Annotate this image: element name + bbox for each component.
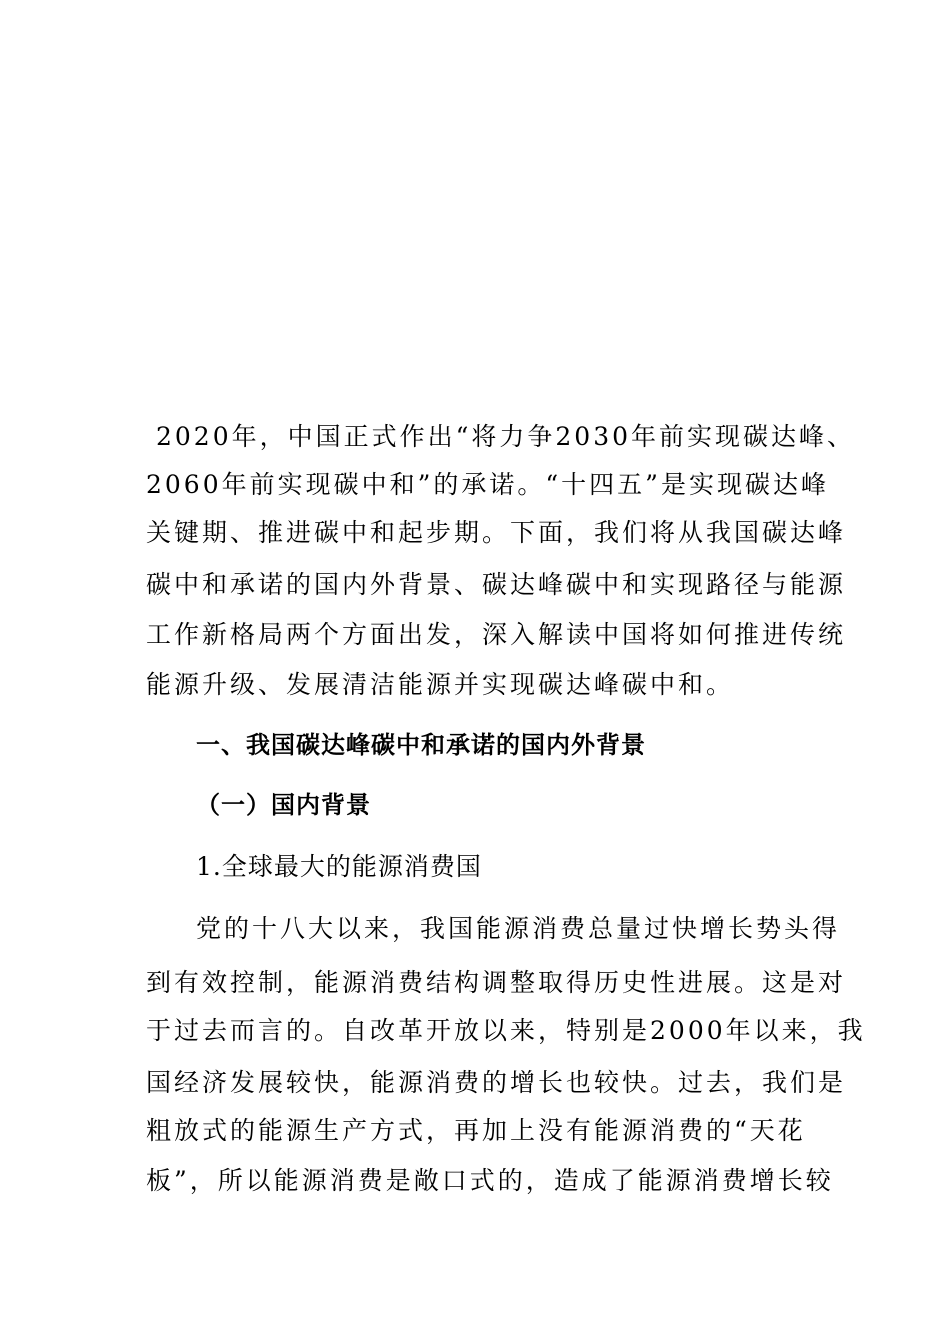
document-title-line-2: [0, 276, 950, 320]
intro-paragraph-line: 能源升级、发展清洁能源并实现碳达峰碳中和。: [146, 670, 735, 699]
body-paragraph-line: 粗放式的能源生产方式，再加上没有能源消费的“天花: [146, 1116, 806, 1145]
subsection-heading: （一）国内背景: [196, 791, 371, 819]
intro-paragraph-line: 关键期、推进碳中和起步期。下面，我们将从我国碳达峰: [146, 518, 847, 547]
intro-paragraph-line: 2020年，中国正式作出“将力争2030年前实现碳达峰、: [156, 422, 856, 451]
body-paragraph-line: 板”，所以能源消费是敞口式的，造成了能源消费增长较: [146, 1166, 834, 1195]
intro-paragraph-line: 工作新格局两个方面出发，深入解读中国将如何推进传统: [146, 620, 847, 649]
intro-paragraph-line: 2060年前实现碳中和”的承诺。“十四五”是实现碳达峰: [146, 470, 829, 499]
body-paragraph-line: 到有效控制，能源消费结构调整取得历史性进展。这是对: [146, 968, 847, 997]
document-title-line-1: [0, 158, 950, 202]
body-paragraph-line: 国经济发展较快，能源消费的增长也较快。过去，我们是: [146, 1068, 847, 1097]
intro-paragraph-line: 碳中和承诺的国内外背景、碳达峰碳中和实现路径与能源: [146, 570, 847, 599]
section-heading: 一、我国碳达峰碳中和承诺的国内外背景: [196, 731, 646, 759]
body-paragraph-line: 于过去而言的。自改革开放以来，特别是2000年以来，我: [146, 1016, 866, 1045]
item-heading: 1.全球最大的能源消费国: [196, 852, 482, 881]
body-paragraph-line: 党的十八大以来，我国能源消费总量过快增长势头得: [196, 914, 841, 943]
